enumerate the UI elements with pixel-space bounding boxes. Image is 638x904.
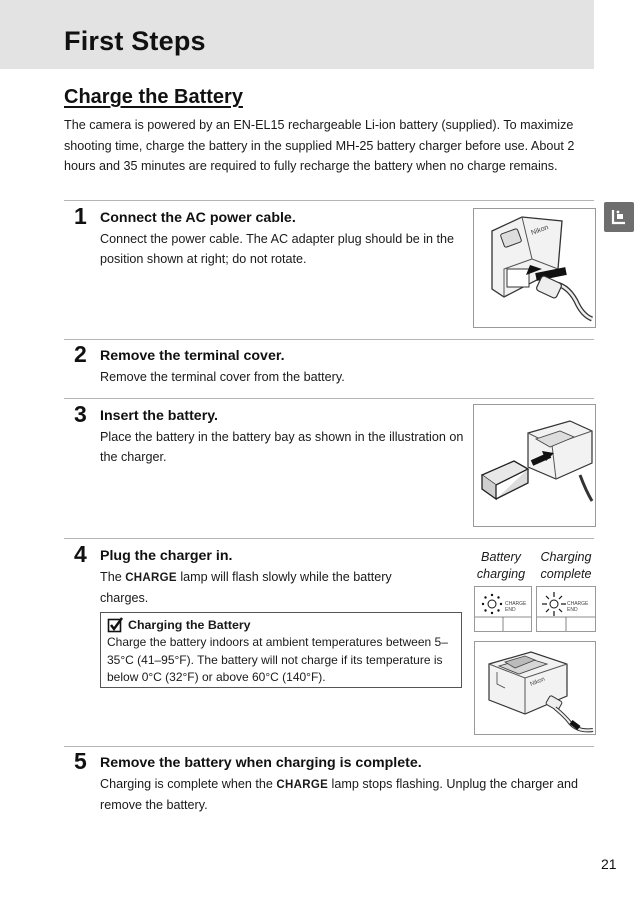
svg-text:Nikon: Nikon [529,676,546,688]
charger-cable-illustration [473,208,596,328]
charger-plugged-illustration [474,641,596,735]
divider [64,398,594,399]
divider [64,538,594,539]
svg-text:END: END [505,607,516,613]
lamp-label-complete: Charging complete [540,550,592,581]
svg-text:END: END [567,607,578,613]
charge-lamp-keyword: CHARGE [125,572,177,584]
section-title: Charge the Battery [64,86,243,108]
charge-lamp-keyword: CHARGE [276,779,329,791]
battery-insert-illustration [473,404,596,527]
step-number: 3 [74,401,87,427]
step-number: 4 [74,541,87,567]
lamp-complete-illustration [536,586,596,632]
camera-icon [604,202,634,232]
step-body: Remove the terminal cover from the battery. [100,370,345,384]
step-number: 2 [74,341,87,367]
lamp-charging-illustration [474,586,532,632]
svg-text:CHARGE: CHARGE [505,601,527,607]
page-title: First Steps [64,26,206,56]
step-body: Connect the power cable. The AC adapter plug should be in the position shown at right; do not rotate. [100,232,455,266]
step-number: 5 [74,748,87,774]
lamp-label-charging: Battery charging [476,550,526,581]
intro-paragraph: The camera is powered by an EN-EL15 rechargeable Li-ion battery (supplied). To maximize shooting time, charge the battery in the supplied MH-25 battery charger before use. About 2 hours and 35 minutes are required to fully recharge the battery when no charge remains. [64,118,575,173]
step-body: The CHARGE lamp will flash slowly while the battery charges. [100,570,392,605]
step-body: Charging is complete when the CHARGE lamp stops flashing. Unplug the charger and remove the battery. [100,777,578,812]
step-body: Place the battery in the battery bay as shown in the illustration on the charger. [100,430,464,464]
charger-brand: Nikon [530,224,550,237]
step-title: Remove the terminal cover. [100,348,285,364]
step-title: Connect the AC power cable. [100,210,296,226]
caution-body: Charge the battery indoors at ambient temperatures between 5–35°C (41–95°F). The battery will not charge if its temperature is below 0°C (32°F) or above 60°C (140°F). [107,635,448,684]
caution-box [100,612,462,688]
step-number: 1 [74,203,87,229]
caution-title: Charging the Battery [128,618,251,632]
section-tab[interactable] [604,202,634,232]
svg-text:CHARGE: CHARGE [567,601,589,607]
divider [64,339,594,340]
step-title: Insert the battery. [100,408,218,424]
divider [64,200,594,201]
step-title: Plug the charger in. [100,548,233,564]
divider [64,746,594,747]
page-number: 21 [601,856,617,872]
step-title: Remove the battery when charging is complete. [100,755,422,771]
checkmark-icon [107,617,123,633]
